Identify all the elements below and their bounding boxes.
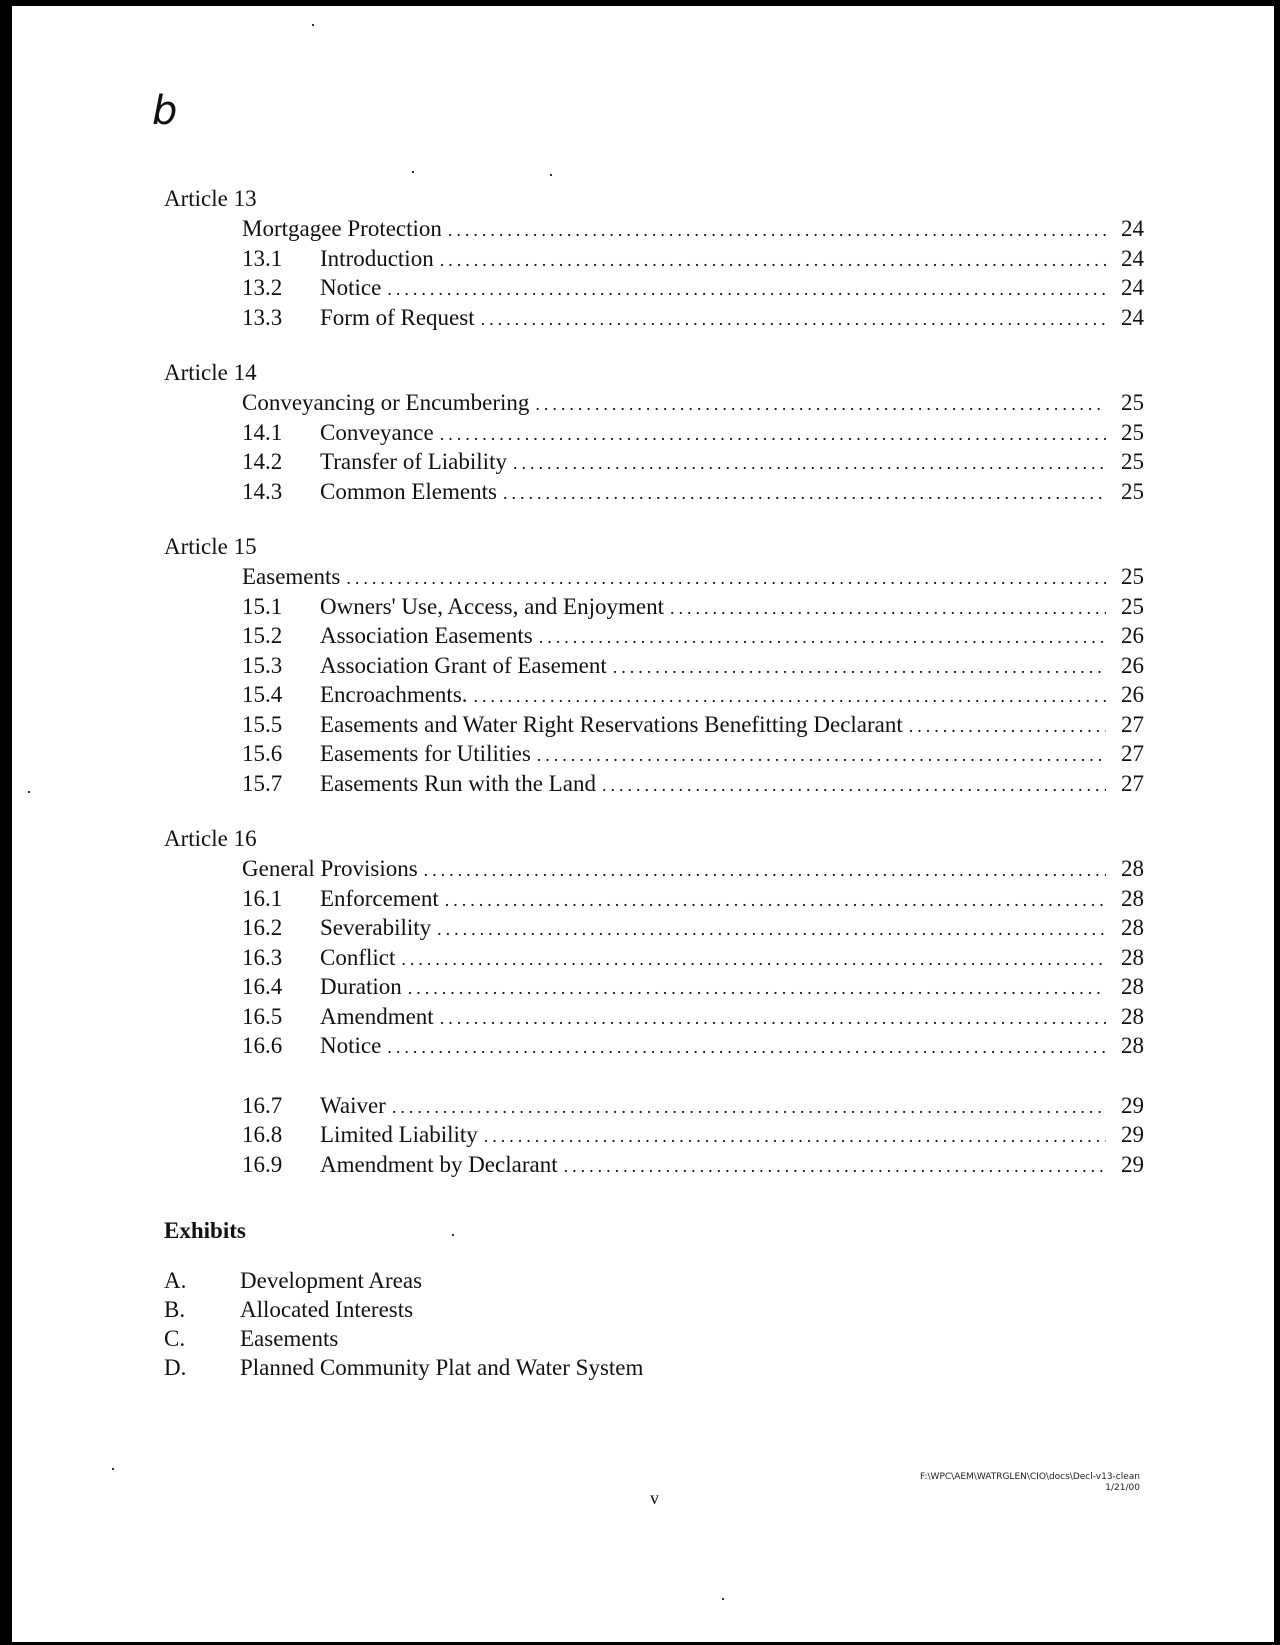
toc-row <box>164 1002 1144 1032</box>
toc-page-number: 25 <box>1121 478 1144 504</box>
article-15 <box>164 532 1144 798</box>
toc-heading-row <box>164 562 1144 592</box>
exhibits-section <box>164 1214 864 1382</box>
section-title: Notice <box>320 1033 382 1058</box>
exhibit-title: Allocated Interests <box>240 1297 414 1322</box>
leader-dots <box>440 246 1106 276</box>
toc-row <box>164 273 1144 303</box>
section-title: Waiver <box>320 1092 386 1118</box>
section-number: 13.1 <box>242 245 283 271</box>
exhibit-title: Easements <box>240 1326 339 1351</box>
leader-dots <box>670 594 1106 624</box>
toc-row <box>164 710 1144 740</box>
toc-page-number: 24 <box>1121 245 1144 271</box>
toc-row <box>164 244 1144 274</box>
toc-page-number: 27 <box>1121 770 1144 796</box>
section-title: Conflict <box>320 944 396 970</box>
section-number: 14.1 <box>242 419 283 445</box>
section-number: 16.6 <box>242 1033 283 1058</box>
section-title: Amendment <box>320 1003 434 1029</box>
section-title: Amendment by Declarant <box>320 1151 558 1177</box>
exhibit-letter: D. <box>164 1355 187 1380</box>
leader-dots <box>440 420 1106 450</box>
toc-page-number: 26 <box>1121 623 1144 648</box>
toc-page-number: 29 <box>1121 1122 1144 1147</box>
section-number: 16.9 <box>242 1151 283 1177</box>
leader-dots <box>346 564 1106 594</box>
spacer <box>164 1061 1144 1091</box>
leader-dots <box>387 1033 1106 1063</box>
article-14 <box>164 358 1144 506</box>
section-title: Form of Request <box>320 304 475 330</box>
scan-speck <box>312 24 314 26</box>
table-of-contents <box>164 184 1144 1205</box>
toc-page-number: 28 <box>1121 915 1144 940</box>
section-number: 15.6 <box>242 741 283 766</box>
toc-page-number: 28 <box>1121 974 1144 999</box>
toc-page-number: 25 <box>1121 593 1144 619</box>
toc-page-number: 28 <box>1121 1003 1144 1029</box>
leader-dots <box>437 915 1106 945</box>
toc-row <box>164 769 1144 799</box>
exhibits-title: Exhibits <box>164 1218 246 1243</box>
leader-dots <box>445 886 1106 916</box>
article-13 <box>164 184 1144 332</box>
leader-dots <box>392 1093 1106 1123</box>
toc-page-number: 28 <box>1121 856 1144 881</box>
scan-speck <box>28 791 30 793</box>
toc-page-number: 25 <box>1121 449 1144 474</box>
section-title: Owners' Use, Access, and Enjoyment <box>320 593 664 619</box>
toc-heading-row <box>164 854 1144 884</box>
leader-dots <box>602 771 1106 801</box>
article-16 <box>164 824 1144 1179</box>
toc-page-number: 27 <box>1121 741 1144 766</box>
toc-row <box>164 447 1144 477</box>
toc-page-number: 27 <box>1121 711 1144 737</box>
leader-dots <box>539 623 1106 653</box>
section-number: 16.1 <box>242 885 283 911</box>
section-title: Association Easements <box>320 623 533 648</box>
handwritten-mark: b <box>152 88 178 134</box>
leader-dots <box>387 275 1106 305</box>
section-title: Easements for Utilities <box>320 741 531 766</box>
toc-row <box>164 651 1144 681</box>
toc-heading-title: Conveyancing or Encumbering <box>242 390 530 415</box>
toc-page-number: 28 <box>1121 885 1144 911</box>
section-number: 14.2 <box>242 449 283 474</box>
toc-row <box>164 943 1144 973</box>
leader-dots <box>613 653 1106 683</box>
section-title: Conveyance <box>320 419 434 445</box>
section-title: Severability <box>320 915 432 940</box>
leader-dots <box>564 1152 1106 1182</box>
scan-speck <box>550 174 552 176</box>
toc-row <box>164 972 1144 1002</box>
leader-dots <box>537 741 1106 771</box>
toc-page-number: 26 <box>1121 682 1144 707</box>
footer-page-number: v <box>650 1488 659 1508</box>
scan-speck <box>722 1598 724 1600</box>
toc-row <box>164 1120 1144 1150</box>
section-title: Easements and Water Right Reservations Benefitting Declarant <box>320 711 903 737</box>
leader-dots <box>535 390 1106 420</box>
scan-speck <box>412 171 414 173</box>
footer-path-line: F:\WPC\AEM\WATRGLEN\CIO\docs\Decl-v13-clean <box>920 1472 1140 1482</box>
leader-dots <box>909 712 1106 742</box>
exhibit-letter: C. <box>164 1326 186 1351</box>
toc-page-number: 28 <box>1121 944 1144 970</box>
scan-speck <box>452 1234 454 1236</box>
section-title: Transfer of Liability <box>320 449 507 474</box>
section-number: 15.4 <box>242 682 283 707</box>
exhibit-letter: B. <box>164 1297 186 1322</box>
toc-page-number: 25 <box>1121 564 1144 589</box>
toc-heading-row <box>164 388 1144 418</box>
toc-page-number: 29 <box>1121 1092 1144 1118</box>
exhibit-letter: A. <box>164 1268 187 1293</box>
section-number: 16.4 <box>242 974 283 999</box>
leader-dots <box>401 945 1106 975</box>
section-title: Enforcement <box>320 885 439 911</box>
footer-file-path <box>920 1472 1140 1494</box>
section-title: Association Grant of Easement <box>320 652 607 678</box>
exhibit-row <box>164 1353 864 1382</box>
section-title: Easements Run with the Land <box>320 770 596 796</box>
article-title: Article 15 <box>164 534 257 559</box>
toc-row <box>164 680 1144 710</box>
toc-row <box>164 1091 1144 1121</box>
section-title: Introduction <box>320 245 434 271</box>
section-title: Limited Liability <box>320 1122 478 1147</box>
leader-dots <box>440 1004 1106 1034</box>
toc-row <box>164 592 1144 622</box>
toc-row <box>164 418 1144 448</box>
leader-dots <box>481 305 1106 335</box>
section-number: 15.1 <box>242 593 283 619</box>
toc-heading-title: Easements <box>242 564 341 589</box>
leader-dots <box>503 479 1106 509</box>
exhibit-row <box>164 1324 864 1353</box>
section-title: Notice <box>320 275 382 300</box>
toc-page-number: 24 <box>1121 216 1144 241</box>
section-number: 15.7 <box>242 770 283 796</box>
document-page <box>12 6 1274 1642</box>
footer-date-line: 1/21/00 <box>1105 1483 1140 1493</box>
toc-page-number: 24 <box>1121 275 1144 300</box>
toc-page-number: 26 <box>1121 652 1144 678</box>
toc-heading-title: General Provisions <box>242 856 418 881</box>
section-number: 14.3 <box>242 478 283 504</box>
scan-speck <box>112 1468 114 1470</box>
section-number: 13.3 <box>242 304 283 330</box>
section-number: 16.7 <box>242 1092 283 1118</box>
toc-row <box>164 477 1144 507</box>
exhibit-row <box>164 1295 864 1324</box>
toc-row <box>164 303 1144 333</box>
toc-row <box>164 1150 1144 1180</box>
section-number: 16.5 <box>242 1003 283 1029</box>
section-number: 16.3 <box>242 944 283 970</box>
toc-page-number: 25 <box>1121 419 1144 445</box>
section-number: 15.3 <box>242 652 283 678</box>
leader-dots <box>474 682 1106 712</box>
leader-dots <box>484 1122 1106 1152</box>
section-number: 15.5 <box>242 711 283 737</box>
article-title: Article 16 <box>164 826 257 851</box>
section-number: 15.2 <box>242 623 283 648</box>
toc-heading-title: Mortgagee Protection <box>242 216 442 241</box>
section-title: Encroachments. <box>320 682 468 707</box>
section-number: 16.2 <box>242 915 283 940</box>
article-title: Article 13 <box>164 186 257 211</box>
toc-page-number: 25 <box>1121 390 1144 415</box>
section-number: 16.8 <box>242 1122 283 1147</box>
toc-page-number: 24 <box>1121 304 1144 330</box>
toc-row <box>164 884 1144 914</box>
exhibit-title: Development Areas <box>240 1268 423 1293</box>
leader-dots <box>448 216 1106 246</box>
toc-row <box>164 1031 1144 1061</box>
toc-row <box>164 739 1144 769</box>
toc-page-number: 29 <box>1121 1151 1144 1177</box>
section-number: 13.2 <box>242 275 283 300</box>
leader-dots <box>513 449 1106 479</box>
toc-row <box>164 913 1144 943</box>
toc-heading-row <box>164 214 1144 244</box>
leader-dots <box>408 974 1106 1004</box>
toc-page-number: 28 <box>1121 1033 1144 1058</box>
section-title: Duration <box>320 974 402 999</box>
section-title: Common Elements <box>320 478 497 504</box>
article-title: Article 14 <box>164 360 257 385</box>
leader-dots <box>424 856 1106 886</box>
toc-row <box>164 621 1144 651</box>
exhibit-title: Planned Community Plat and Water System <box>240 1355 644 1380</box>
exhibit-row <box>164 1266 864 1295</box>
